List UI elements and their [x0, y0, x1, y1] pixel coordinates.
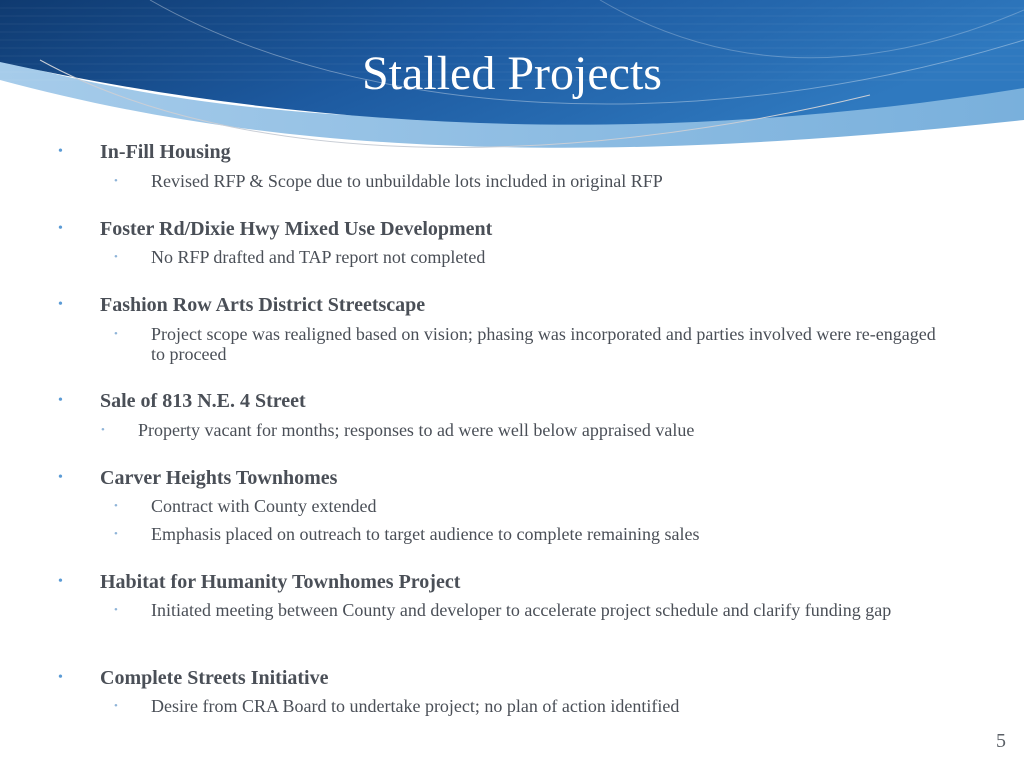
sub-item-text: Contract with County extended	[151, 496, 377, 516]
sub-bullet-icon: •	[101, 424, 105, 436]
sub-bullet-icon: •	[114, 528, 118, 540]
sub-bullet-icon: •	[114, 700, 118, 712]
item-title: Sale of 813 N.E. 4 Street	[100, 390, 306, 412]
bullet-icon: •	[58, 221, 63, 236]
sub-item-text: Initiated meeting between County and developer to accelerate project schedule and clarify funding gap	[151, 600, 892, 620]
sub-bullet-icon: •	[114, 328, 118, 340]
bullet-icon: •	[58, 470, 63, 485]
item-title: Complete Streets Initiative	[100, 667, 329, 689]
item-title: Foster Rd/Dixie Hwy Mixed Use Development	[100, 218, 493, 240]
sub-item-text: Desire from CRA Board to undertake project; no plan of action identified	[151, 696, 680, 716]
sub-item-text: Project scope was realigned based on vision; phasing was incorporated and parties involved were re-engaged to proceed	[151, 324, 936, 364]
bullet-icon: •	[58, 670, 63, 685]
sub-item-text: Revised RFP & Scope due to unbuildable lots included in original RFP	[151, 171, 663, 191]
slide-title: Stalled Projects	[362, 47, 662, 100]
item-title: In-Fill Housing	[100, 141, 231, 163]
sub-item-text: No RFP drafted and TAP report not completed	[151, 247, 486, 267]
bullet-icon: •	[58, 297, 63, 312]
page-number: 5	[996, 730, 1006, 752]
bullet-icon: •	[58, 574, 63, 589]
item-title: Carver Heights Townhomes	[100, 467, 338, 489]
bullet-icon: •	[58, 393, 63, 408]
sub-bullet-icon: •	[114, 604, 118, 616]
sub-bullet-icon: •	[114, 175, 118, 187]
bullet-icon: •	[58, 144, 63, 159]
sub-bullet-icon: •	[114, 251, 118, 263]
sub-item-text: Property vacant for months; responses to ad were well below appraised value	[138, 420, 695, 440]
sub-item-text: Emphasis placed on outreach to target audience to complete remaining sales	[151, 524, 700, 544]
item-title: Habitat for Humanity Townhomes Project	[100, 571, 461, 593]
sub-bullet-icon: •	[114, 500, 118, 512]
item-title: Fashion Row Arts District Streetscape	[100, 294, 426, 316]
